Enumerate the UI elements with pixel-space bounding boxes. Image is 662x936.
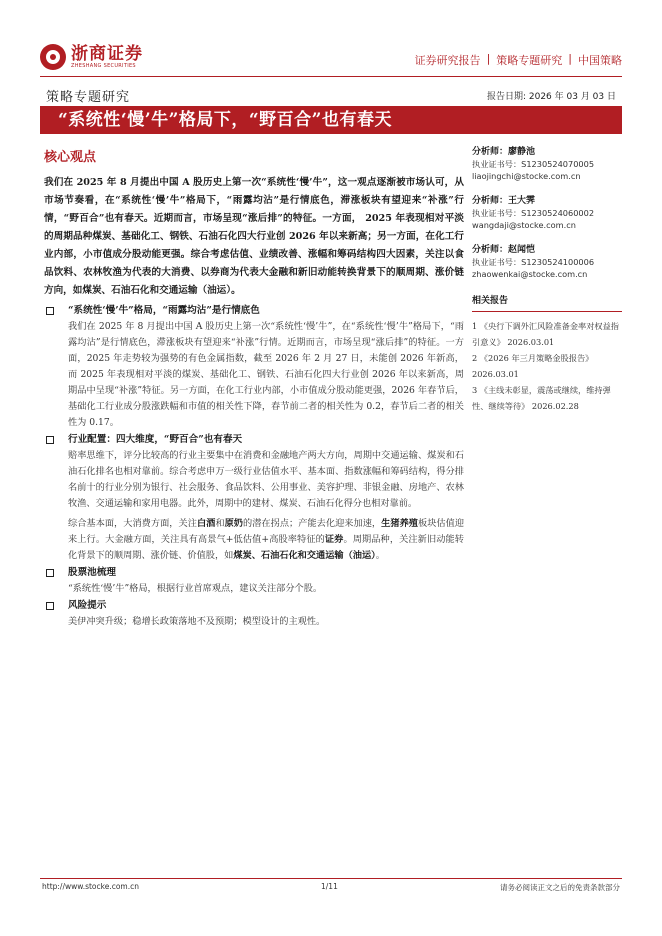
related-reports-list [472, 318, 622, 414]
brand-name-cn: 浙商证券 [71, 43, 143, 64]
disclaimer-note: 请务必阅读正文之后的免责条款部分 [500, 883, 620, 892]
analyst-cert: 执业证书号：S1230524070005 [472, 159, 595, 169]
section-body: 赔率思维下，评分比较高的行业主要集中在消费和金融地产两大方向，周期中交通运输、煤炭和石油石化排名也相对靠前。综合考虑申万一级行业估值水平、基本面、指数涨幅和筹码结构，得分排名前十的行业分别为银行、社会服务、食品饮料、公用事业、美容护理、非银金融、房地产、农林牧渔、交通运输和家用电器。此外，周期中的建材、煤炭、石油石化得分也相对靠前。 [68, 450, 464, 509]
footer-divider [40, 878, 622, 879]
related-report-item[interactable]: 2 《2026 年三月策略金股报告》 2026.03.01 [472, 353, 594, 379]
section-heading [44, 598, 464, 614]
report-category-nav [415, 52, 622, 68]
footer-website-link[interactable]: http://www.stocke.com.cn [42, 882, 139, 891]
section-heading [44, 303, 464, 319]
nav-item-china-strategy: 中国策略 [578, 54, 622, 67]
bullet-square-icon [46, 569, 54, 577]
bullet-square-icon [46, 602, 54, 610]
analyst-card [472, 146, 622, 182]
core-summary: 我们在 2025 年 8 月提出中国 A 股历史上第一次“系统性‘慢’牛”，这一观点逐渐被市场认可，从市场节奏看，在“系统性‘慢’牛”格局下，“雨露均沾”是行情底色，滞涨板块有望迎来“补涨”行情，“野百合”也有春天。近期而言，市场呈现“涨后排”的特征。一方面， 2025 年表现相对平淡的周期品种煤炭、基础化工、钢铁、石油石化四大行业创 2026 年以来新高；另一方面，在化工行业内部，小市值成分股动能更强。综合考虑估值、业绩改善、涨幅和筹码结构四大因素，关注以食品饮料、农林牧渔为代表的大消费、以券商为代表大金融和新旧动能转换背景下的顺周期、涨价链方向，如煤炭、石油石化和交通运输（油运）。 [44, 177, 464, 296]
related-report-item[interactable]: 3 《主线未彰显，震荡或继续，维持弹性、继续等待》 2026.02.28 [472, 385, 611, 411]
section-title: 行业配置：四大维度，“野百合”也有春天 [68, 434, 243, 445]
bullet-square-icon [46, 307, 54, 315]
section-body: 美伊冲突升级；稳增长政策落地不及预期；模型设计的主观性。 [68, 616, 326, 627]
section-title: 风险提示 [68, 600, 107, 611]
header-divider [40, 76, 622, 77]
analyst-cert: 执业证书号：S1230524100006 [472, 257, 595, 267]
bullet-square-icon [46, 436, 54, 444]
report-date: 报告日期: 2026 年 03 月 03 日 [486, 92, 616, 102]
brand-logo [40, 44, 143, 70]
related-reports-heading: 相关报告 [472, 293, 622, 312]
analyst-cert: 执业证书号：S1230524060002 [472, 208, 595, 218]
analyst-email[interactable]: liaojingchi@stocke.com.cn [472, 171, 581, 181]
brand-logo-icon [40, 44, 66, 70]
section-heading [44, 565, 464, 581]
analyst-card [472, 244, 622, 280]
section-body-highlights: 综合基本面，大消费方面，关注白酒和原奶的潜在拐点；产能去化迎来加速，生猪养殖板块估值迎来上行。大金融方面，关注具有高景气+低估值+高股率特征的证券。周期品种，关注新旧动能转化背景下的顺周期、涨价链、价值股，如煤炭、石油石化和交通运输（油运）。 [68, 518, 465, 561]
related-report-item[interactable]: 1 《央行下调外汇风险准备金率对权益指引意义》 2026.03.01 [472, 321, 619, 347]
core-views-heading: 核心观点 [44, 150, 97, 165]
report-type: 策略专题研究 [46, 90, 131, 105]
nav-item-strategy-special: 策略专题研究 [496, 54, 563, 67]
nav-item-securities-research: 证券研究报告 [414, 54, 481, 67]
section-body: 我们在 2025 年 8 月提出中国 A 股历史上第一次“系统性‘慢’牛”，在“系统性‘慢’牛”格局下，“雨露均沾”是行情底色，滞涨板块有望迎来“补涨”行情。近期而言，市场呈现“涨后排”的特征。一方面，2025 年走势较为强势的有色金属指数，截至 2026 年 2 月 27 日，未能创 2026 年新高，而 2025 年表现相对平淡的煤炭、基础化工、钢铁、石油石化四大行业创 2026 年以来新高，周期品中呈现“补涨”特征。另一方面，在化工行业内部，小市值成分股动能更强，2026 年春节后，基础化工行业成分股涨跌幅和市值的相关性下降，春节前二者的相关性为 0.2，春节后二者的相关性为 0.17。 [68, 321, 464, 428]
analyst-name: 分析师：王大霁 [472, 196, 536, 206]
analyst-email[interactable]: wangdaji@stocke.com.cn [472, 220, 576, 230]
sidebar [472, 146, 622, 414]
analyst-name: 分析师：廖静池 [472, 147, 536, 157]
nav-separator: | [568, 52, 572, 65]
page-number: 1/11 [321, 882, 338, 891]
analyst-email[interactable]: zhaowenkai@stocke.com.cn [472, 269, 588, 279]
report-title: “系统性‘慢’牛”格局下，“野百合”也有春天 [40, 106, 622, 134]
main-content [44, 146, 464, 630]
section-title: “系统性‘慢’牛”格局，“雨露均沾”是行情底色 [68, 305, 260, 316]
brand-name-en: ZHESHANG SECURITIES [71, 62, 136, 69]
section-heading [44, 432, 464, 448]
nav-separator: | [486, 52, 491, 65]
analyst-card [472, 195, 622, 231]
section-title: 股票池梳理 [68, 567, 116, 578]
analyst-name: 分析师：赵闻恺 [472, 245, 536, 255]
section-body: “系统性‘慢’牛”格局，根据行业首席观点，建议关注部分个股。 [68, 583, 323, 594]
